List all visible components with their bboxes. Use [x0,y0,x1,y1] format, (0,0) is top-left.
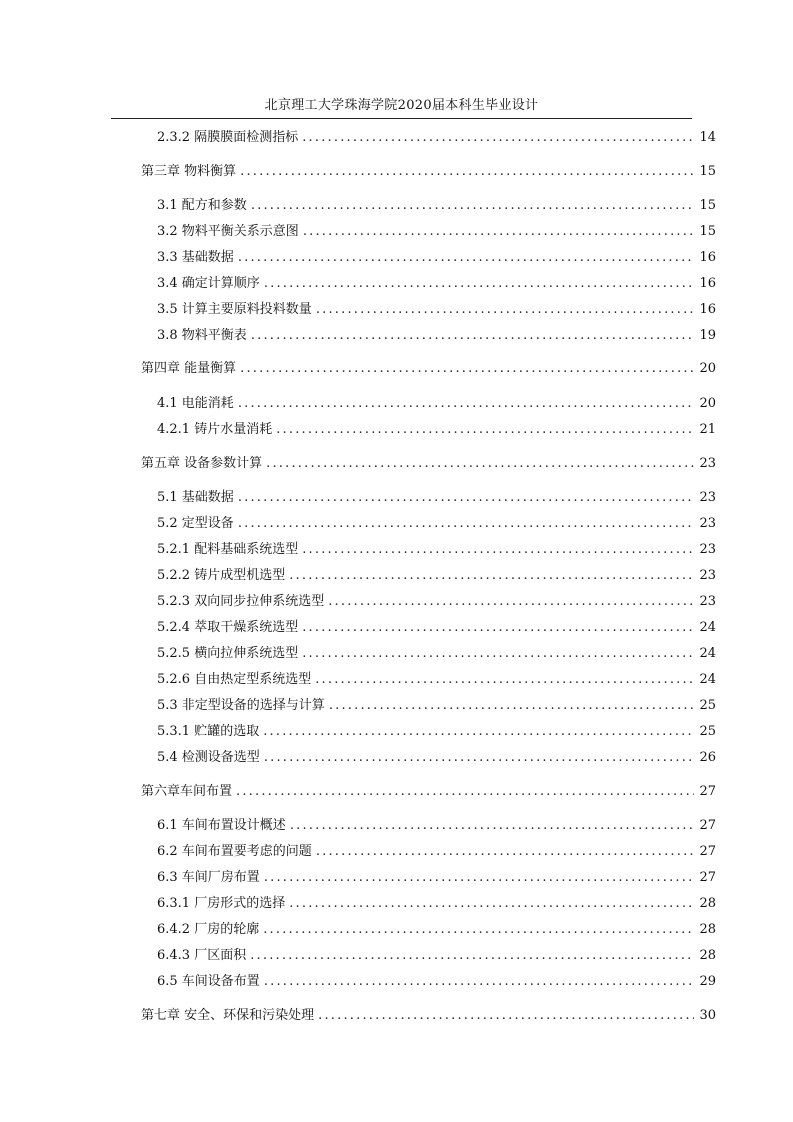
toc-page-number: 28 [699,896,716,911]
toc-page-number: 24 [699,646,716,661]
toc-leader-dots [290,818,694,833]
toc-entry-label: 3.5 计算主要原料投料数量 [157,302,312,317]
toc-leader-dots [302,130,694,145]
toc-section-entry[interactable] [157,590,716,609]
toc-leader-dots [263,724,694,739]
toc-entry-label: 5.2 定型设备 [157,516,234,531]
toc-leader-dots [238,250,694,265]
toc-section-entry[interactable] [157,746,716,765]
toc-leader-dots [240,361,694,376]
toc-section-entry[interactable] [157,970,716,989]
toc-section-entry[interactable] [157,392,716,411]
toc-leader-dots [264,276,694,291]
toc-page-number: 15 [699,198,716,213]
toc-chapter-entry[interactable] [141,452,716,471]
toc-entry-label: 4.1 电能消耗 [157,396,234,411]
toc-leader-dots [328,594,694,609]
toc-chapter-entry[interactable] [141,1004,716,1023]
toc-entry-label: 5.2.6 自由热定型系统选型 [157,672,312,687]
toc-page-number: 28 [699,948,716,963]
toc-page-number: 24 [699,672,716,687]
toc-page-number: 23 [699,594,716,609]
toc-leader-dots [251,328,694,343]
toc-page-number: 30 [699,1008,716,1023]
toc-page-number: 23 [699,568,716,583]
toc-page-number: 28 [699,922,716,937]
toc-section-entry[interactable] [157,814,716,833]
toc-entry-label: 2.3.2 隔膜膜面检测指标 [157,130,299,145]
toc-section-entry[interactable] [157,220,716,239]
toc-entry-label: 5.4 检测设备选型 [157,750,260,765]
toc-entry-label: 5.2.3 双向同步拉伸系统选型 [157,594,325,609]
toc-entry-label: 6.1 车间布置设计概述 [157,818,286,833]
toc-section-entry[interactable] [157,486,716,505]
toc-section-entry[interactable] [157,538,716,557]
toc-leader-dots [263,922,694,937]
toc-page-number: 19 [699,328,716,343]
toc-leader-dots [240,164,694,179]
toc-leader-dots [303,224,694,239]
toc-entry-label: 5.3.1 贮罐的选取 [157,724,260,739]
toc-section-entry[interactable] [157,642,716,661]
toc-chapter-entry[interactable] [141,357,716,376]
toc-entry-label: 4.2.1 铸片水量消耗 [157,422,273,437]
toc-page-number: 25 [699,724,716,739]
toc-entry-label: 6.4.2 厂房的轮廓 [157,922,260,937]
toc-section-entry[interactable] [157,694,716,713]
toc-chapter-entry[interactable] [141,780,716,799]
toc-leader-dots [264,974,694,989]
toc-leader-dots [251,198,694,213]
toc-entry-label: 5.2.1 配料基础系统选型 [157,542,299,557]
toc-leader-dots [302,620,694,635]
toc-leader-dots [289,896,694,911]
toc-section-entry[interactable] [157,616,716,635]
toc-page-number: 27 [699,870,716,885]
toc-page-number: 23 [699,490,716,505]
toc-section-entry[interactable] [157,418,716,437]
toc-leader-dots [329,698,694,713]
toc-leader-dots [238,490,694,505]
toc-page-number: 27 [699,818,716,833]
toc-leader-dots [264,870,694,885]
toc-section-entry[interactable] [157,272,716,291]
toc-page-number: 14 [699,130,716,145]
toc-page-number: 27 [699,784,716,799]
toc-leader-dots [264,750,694,765]
toc-page-number: 15 [699,224,716,239]
toc-leader-dots [302,646,694,661]
toc-page-number: 25 [699,698,716,713]
toc-entry-label: 第三章 物料衡算 [141,164,237,179]
toc-chapter-entry[interactable] [141,160,716,179]
toc-section-entry[interactable] [157,866,716,885]
toc-page-number: 23 [699,516,716,531]
toc-leader-dots [318,1008,694,1023]
toc-leader-dots [289,568,694,583]
toc-entry-label: 3.1 配方和参数 [157,198,247,213]
toc-page-number: 15 [699,164,716,179]
toc-page-number: 26 [699,750,716,765]
toc-section-entry[interactable] [157,298,716,317]
toc-entry-label: 5.3 非定型设备的选择与计算 [157,698,325,713]
toc-entry-label: 6.5 车间设备布置 [157,974,260,989]
toc-page-number: 27 [699,844,716,859]
toc-section-entry[interactable] [157,892,716,911]
toc-entry-label: 6.3.1 厂房形式的选择 [157,896,286,911]
toc-page-number: 29 [699,974,716,989]
toc-entry-label: 5.2.5 横向拉伸系统选型 [157,646,299,661]
toc-section-entry[interactable] [157,194,716,213]
toc-entry-label: 第六章车间布置 [141,784,233,799]
toc-entry-label: 第五章 设备参数计算 [141,456,263,471]
toc-entry-label: 3.4 确定计算顺序 [157,276,260,291]
toc-section-entry[interactable] [157,126,716,145]
toc-entry-label: 6.4.3 厂区面积 [157,948,247,963]
toc-page-number: 23 [699,542,716,557]
toc-entry-label: 5.2.2 铸片成型机选型 [157,568,286,583]
toc-leader-dots [316,302,694,317]
page-header: 北京理工大学珠海学院2020届本科生毕业设计 [264,98,539,113]
toc-leader-dots [276,422,694,437]
toc-page-number: 16 [699,276,716,291]
toc-leader-dots [238,396,694,411]
toc-section-entry[interactable] [157,840,716,859]
toc-section-entry[interactable] [157,564,716,583]
toc-leader-dots [236,784,694,799]
toc-entry-label: 5.2.4 萃取干燥系统选型 [157,620,299,635]
toc-section-entry[interactable] [157,944,716,963]
toc-leader-dots [315,672,694,687]
toc-page-number: 16 [699,250,716,265]
toc-entry-label: 3.8 物料平衡表 [157,328,247,343]
toc-section-entry[interactable] [157,720,716,739]
toc-page-number: 23 [699,456,716,471]
toc-page-number: 20 [699,396,716,411]
toc-section-entry[interactable] [157,668,716,687]
toc-entry-label: 5.1 基础数据 [157,490,234,505]
toc-entry-label: 第七章 安全、环保和污染处理 [141,1008,315,1023]
toc-page-number: 24 [699,620,716,635]
toc-leader-dots [250,948,694,963]
toc-leader-dots [316,844,694,859]
toc-entry-label: 3.2 物料平衡关系示意图 [157,224,299,239]
toc-entry-label: 3.3 基础数据 [157,250,234,265]
toc-section-entry[interactable] [157,512,716,531]
toc-entry-label: 第四章 能量衡算 [141,361,237,376]
toc-page-number: 21 [699,422,716,437]
toc-leader-dots [302,542,694,557]
toc-entry-label: 6.3 车间厂房布置 [157,870,260,885]
toc-leader-dots [238,516,694,531]
toc-page-number: 20 [699,361,716,376]
toc-section-entry[interactable] [157,324,716,343]
toc-page-number: 16 [699,302,716,317]
toc-leader-dots [266,456,694,471]
toc-entry-label: 6.2 车间布置要考虑的问题 [157,844,312,859]
toc-section-entry[interactable] [157,246,716,265]
toc-section-entry[interactable] [157,918,716,937]
